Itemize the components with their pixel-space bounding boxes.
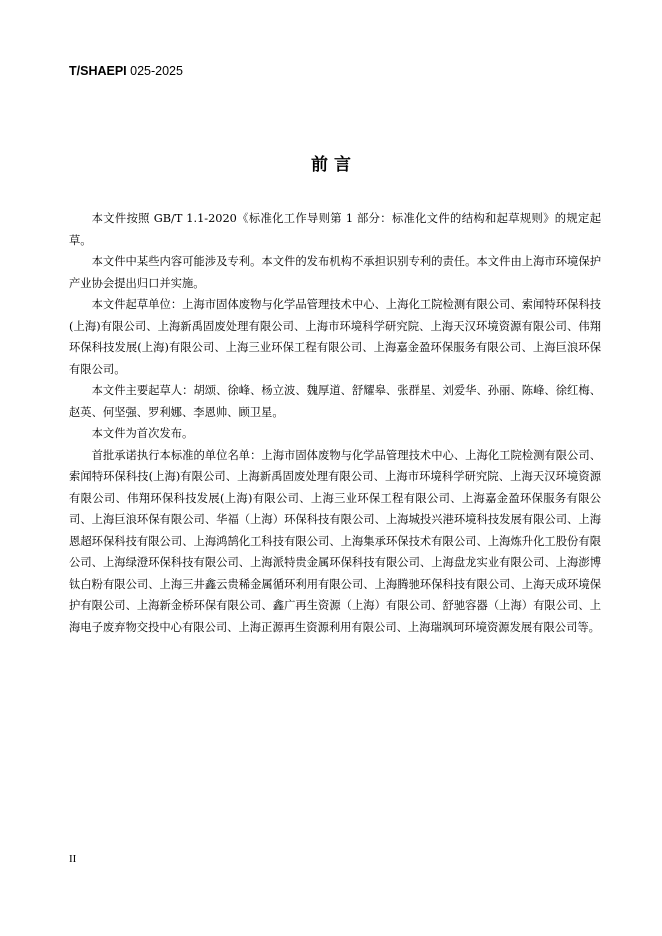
- document-code-prefix: T/SHAEPI: [69, 64, 127, 78]
- paragraph-committed-units: 首批承诺执行本标准的单位名单：上海市固体废物与化学品管理技术中心、上海化工院检测有限公司、索闻特环保科技(上海)有限公司、上海新禹固废处理有限公司、上海市环境科学研究院、上海天汉环境资源有限公司、伟翔环保科技发展(上海)有限公司、上海三业环保工程有限公司、上海嘉金盈环保服务有限公司、上海巨浪环保有限公司、华福（上海）环保科技有限公司、上海城投兴港环境科技发展有限公司、上海恩超环保科技有限公司、上海鸿鹄化工科技有限公司、上海集承环保技术有限公司、上海炼升化工股份有限公司、上海绿澄环保科技有限公司、上海派特贵金属环保科技有限公司、上海盘龙实业有限公司、上海澎博钛白粉有限公司、上海三井鑫云贵稀金属循环利用有限公司、上海腾驰环保科技有限公司、上海天成环境保护有限公司、上海新金桥环保有限公司、鑫广再生资源（上海）有限公司、舒驰容器（上海）有限公司、上海电子废弃物交投中心有限公司、上海正源再生资源利用有限公司、上海瑞飒珂环境资源发展有限公司等。: [69, 448, 601, 634]
- paragraph-drafting-rules: 本文件按照 GB/T 1.1-2020《标准化工作导则第 1 部分：标准化文件的结构和起草规则》的规定起草。: [69, 212, 601, 247]
- document-code-number: 025-2025: [126, 64, 183, 78]
- paragraph-drafting-units: 本文件起草单位：上海市固体废物与化学品管理技术中心、上海化工院检测有限公司、索闻特环保科技(上海)有限公司、上海新禹固废处理有限公司、上海市环境科学研究院、上海天汉环境资源有限公司、伟翔环保科技发展(上海)有限公司、上海三业环保工程有限公司、上海嘉金盈环保服务有限公司、上海巨浪环保有限公司。: [69, 298, 601, 376]
- paragraph-first-release: 本文件为首次发布。: [91, 427, 194, 440]
- paragraph-drafters: 本文件主要起草人：胡颂、徐峰、杨立波、魏厚道、舒耀皋、张群星、刘爱华、孙丽、陈峰、徐红梅、赵英、何坚强、罗利娜、李恩帅、顾卫星。: [69, 384, 601, 419]
- page-title: 前 言: [311, 155, 351, 175]
- document-code: [69, 64, 183, 78]
- page-number: II: [69, 853, 77, 865]
- foreword-body: [69, 208, 601, 638]
- paragraph-patent-notice: 本文件中某些内容可能涉及专利。本文件的发布机构不承担识别专利的责任。本文件由上海市环境保护产业协会提出归口并实施。: [69, 255, 601, 290]
